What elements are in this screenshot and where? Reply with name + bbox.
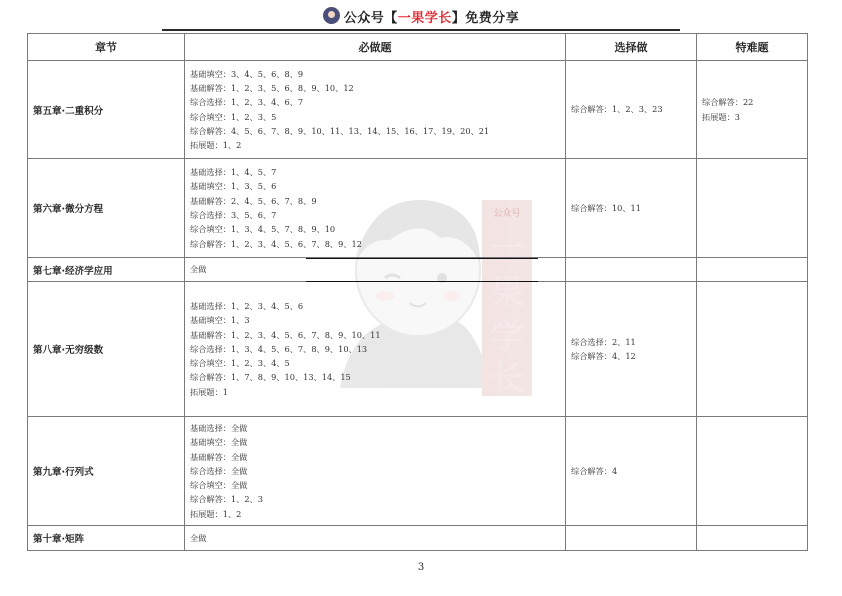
required-line: 基础选择：1、2、3、4、5、6 bbox=[190, 300, 304, 311]
required-line: 综合选择：1、3、4、5、6、7、8、9、10、13 bbox=[190, 343, 368, 354]
required-cell bbox=[185, 159, 566, 258]
table-row bbox=[28, 417, 808, 526]
svg-text:一: 一 bbox=[490, 229, 524, 269]
col-header-required: 必做题 bbox=[185, 34, 566, 61]
table-row bbox=[28, 159, 808, 258]
header-rule bbox=[162, 29, 680, 31]
chapter-cell: 第九章·行列式 bbox=[28, 417, 185, 526]
hard-cell bbox=[697, 282, 808, 417]
optional-line: 综合解答：4、12 bbox=[571, 351, 636, 361]
col-header-chapter: 章节 bbox=[28, 34, 185, 61]
optional-line: 综合解答：1、2、3、23 bbox=[571, 104, 663, 115]
table-row bbox=[28, 526, 808, 551]
required-line: 综合填空：全做 bbox=[190, 480, 248, 491]
required-line: 拓展题：1、2 bbox=[190, 140, 242, 151]
avatar-logo-icon bbox=[323, 7, 340, 24]
col-header-optional: 选择做 bbox=[566, 34, 697, 61]
strike-line bbox=[306, 281, 538, 282]
hard-cell bbox=[697, 61, 808, 159]
study-plan-table bbox=[27, 33, 808, 551]
required-line: 综合选择：3、5、6、7 bbox=[190, 210, 277, 220]
required-line: 综合填空：1、2、3、5 bbox=[190, 111, 277, 122]
required-line: 基础解答：1、2、3、4、5、6、7、8、9、10、11 bbox=[190, 329, 381, 340]
hard-cell bbox=[697, 417, 808, 526]
col-header-hard: 特难题 bbox=[697, 34, 808, 61]
table-header-row bbox=[28, 34, 808, 61]
chapter-cell: 第八章·无穷级数 bbox=[28, 282, 185, 417]
required-line: 拓展题：1 bbox=[190, 386, 228, 397]
required-line: 基础解答：1、2、3、5、6、8、9、10、12 bbox=[190, 82, 354, 93]
optional-cell bbox=[566, 526, 697, 551]
table-row bbox=[28, 61, 808, 159]
required-cell bbox=[185, 282, 566, 417]
optional-cell bbox=[566, 61, 697, 159]
header-title: 公众号【一果学长】免费分享 bbox=[343, 11, 520, 26]
hard-line: 拓展题：3 bbox=[702, 111, 740, 122]
required-line: 基础填空：全做 bbox=[190, 437, 248, 448]
svg-text:果: 果 bbox=[490, 273, 524, 313]
optional-cell bbox=[566, 417, 697, 526]
hard-line: 综合解答：22 bbox=[702, 97, 754, 108]
required-line: 基础解答：2、4、5、6、7、8、9 bbox=[190, 195, 317, 206]
optional-cell bbox=[566, 258, 697, 282]
chapter-cell: 第七章·经济学应用 bbox=[28, 258, 185, 282]
watermark-label: 公众号 bbox=[493, 209, 521, 219]
required-line: 综合解答：4、5、6、7、8、9、10、11、13、14、15、16、17、19、20、21 bbox=[190, 125, 490, 136]
chapter-cell: 第五章·二重积分 bbox=[28, 61, 185, 159]
page-header bbox=[0, 6, 842, 28]
optional-line: 综合解答：4 bbox=[571, 465, 618, 476]
table-row bbox=[28, 258, 808, 282]
required-line: 综合选择：1、2、3、4、6、7 bbox=[190, 97, 304, 108]
required-line: 综合解答：1、7、8、9、10、13、14、15 bbox=[190, 372, 351, 383]
chapter-cell: 第十章·矩阵 bbox=[28, 526, 185, 551]
required-cell bbox=[185, 258, 566, 282]
required-line: 拓展题：1、2 bbox=[190, 508, 242, 519]
table-body bbox=[28, 61, 808, 551]
required-line: 全做 bbox=[190, 264, 207, 275]
required-line: 基础解答：全做 bbox=[190, 451, 248, 462]
hard-cell bbox=[697, 526, 808, 551]
required-line: 基础填空：1、3、5、6 bbox=[190, 181, 277, 192]
optional-cell bbox=[566, 282, 697, 417]
strike-line bbox=[306, 258, 538, 259]
required-line: 基础填空：3、4、5、6、8、9 bbox=[190, 68, 304, 79]
required-line: 基础填空：1、3 bbox=[190, 315, 250, 326]
page-number: 3 bbox=[417, 562, 425, 573]
svg-text:长: 长 bbox=[490, 359, 524, 398]
hard-cell bbox=[697, 159, 808, 258]
required-line: 综合填空：1、3、4、5、7、8、9、10 bbox=[190, 224, 336, 235]
chapter-cell: 第六章·微分方程 bbox=[28, 159, 185, 258]
required-cell bbox=[185, 417, 566, 526]
optional-line: 综合解答：10、11 bbox=[571, 202, 641, 213]
required-line: 综合填空：1、2、3、4、5 bbox=[190, 358, 290, 369]
required-line: 综合选择：全做 bbox=[190, 465, 248, 476]
required-line: 全做 bbox=[190, 532, 207, 543]
required-cell bbox=[185, 61, 566, 159]
svg-text:学: 学 bbox=[490, 317, 524, 357]
required-cell bbox=[185, 526, 566, 551]
required-line: 基础选择：全做 bbox=[190, 422, 248, 433]
required-line: 基础选择：1、4、5、7 bbox=[190, 167, 277, 178]
table-row bbox=[28, 282, 808, 417]
optional-cell bbox=[566, 159, 697, 258]
optional-line: 综合选择：2、11 bbox=[571, 336, 636, 347]
required-line: 综合解答：1、2、3、4、5、6、7、8、9、12 bbox=[190, 238, 362, 249]
required-line: 综合解答：1、2、3 bbox=[190, 494, 263, 505]
hard-cell bbox=[697, 258, 808, 282]
